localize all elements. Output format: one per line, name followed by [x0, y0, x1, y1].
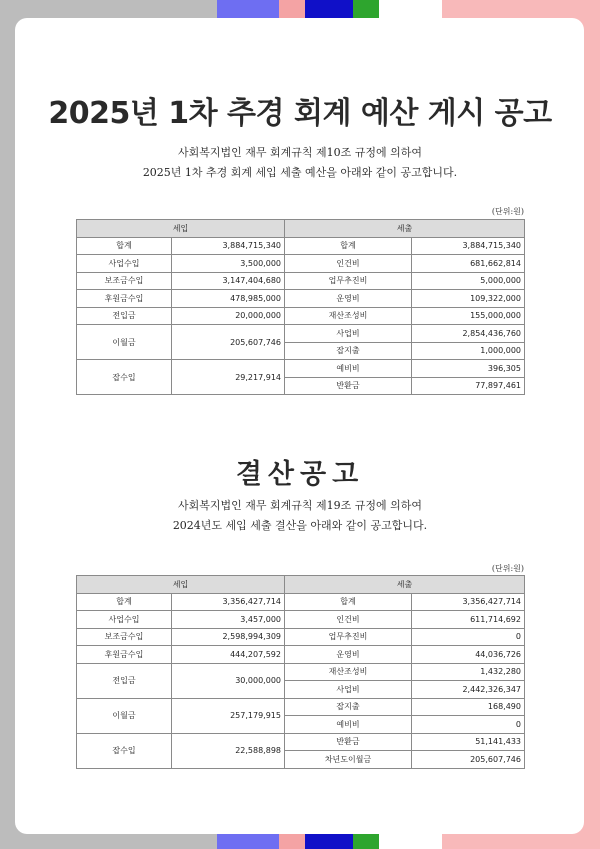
income-label: 전입금 [77, 663, 172, 698]
expense-value: 1,000,000 [412, 342, 525, 360]
expense-label: 인건비 [285, 611, 412, 629]
table-row [77, 698, 525, 716]
budget-desc-line2: 2025년 1차 추경 회계 세입 세출 예산을 아래와 같이 공고합니다. [142, 166, 458, 179]
income-label: 보조금수입 [77, 628, 172, 646]
expense-label: 재산조성비 [285, 307, 412, 325]
expense-value: 0 [412, 716, 525, 734]
income-value: 3,147,404,680 [172, 272, 285, 290]
expense-label: 운영비 [285, 646, 412, 664]
income-header: 세입 [77, 220, 285, 238]
income-value: 20,000,000 [172, 307, 285, 325]
table-header-row [77, 220, 525, 238]
expense-value: 44,036,726 [412, 646, 525, 664]
income-value: 3,500,000 [172, 255, 285, 273]
budget-title: 2025년 1차 추경 회계 예산 게시 공고 [48, 96, 552, 131]
expense-label: 업무추진비 [285, 272, 412, 290]
income-value: 3,356,427,714 [172, 593, 285, 611]
expense-value: 396,305 [412, 360, 525, 378]
settlement-description [0, 496, 600, 536]
income-label: 사업수입 [77, 611, 172, 629]
budget-table [76, 219, 525, 395]
income-value: 22,588,898 [172, 733, 285, 768]
income-label: 잡수입 [77, 360, 172, 395]
settlement-unit: (단위:원) [491, 564, 524, 573]
expense-label: 인건비 [285, 255, 412, 273]
table-row [77, 255, 525, 273]
expense-label: 운영비 [285, 290, 412, 308]
table-row [77, 663, 525, 681]
income-label: 합계 [77, 593, 172, 611]
income-label: 보조금수입 [77, 272, 172, 290]
expense-label: 사업비 [285, 325, 412, 343]
expense-header: 세출 [285, 220, 525, 238]
table-row [77, 628, 525, 646]
expense-value: 2,442,326,347 [412, 681, 525, 699]
top-stripe-green [353, 0, 379, 18]
budget-desc-line1: 사회복지법인 재무 회계규칙 제10조 규정에 의하여 [178, 146, 422, 159]
expense-label: 차년도이월금 [285, 751, 412, 769]
table-row [77, 290, 525, 308]
expense-label: 사업비 [285, 681, 412, 699]
expense-label: 잡지출 [285, 698, 412, 716]
settlement-desc-line1: 사회복지법인 재무 회계규칙 제19조 규정에 의하여 [178, 499, 422, 512]
expense-label: 예비비 [285, 716, 412, 734]
expense-value: 3,884,715,340 [412, 237, 525, 255]
expense-value: 168,490 [412, 698, 525, 716]
expense-value: 0 [412, 628, 525, 646]
income-value: 30,000,000 [172, 663, 285, 698]
expense-value: 2,854,436,760 [412, 325, 525, 343]
table-row [77, 325, 525, 343]
table-row [77, 272, 525, 290]
table-row [77, 646, 525, 664]
top-stripe-purple [217, 0, 279, 18]
expense-value: 3,356,427,714 [412, 593, 525, 611]
expense-label: 반환금 [285, 733, 412, 751]
expense-value: 109,322,000 [412, 290, 525, 308]
expense-value: 205,607,746 [412, 751, 525, 769]
table-row [77, 611, 525, 629]
income-label: 합계 [77, 237, 172, 255]
expense-header: 세출 [285, 576, 525, 594]
settlement-title: 결산공고 [235, 459, 365, 490]
budget-description [0, 143, 600, 183]
expense-label: 예비비 [285, 360, 412, 378]
settlement-table [76, 575, 525, 769]
expense-value: 77,897,461 [412, 377, 525, 395]
income-label: 사업수입 [77, 255, 172, 273]
top-stripe-blue [305, 0, 353, 18]
top-stripe-pink [279, 0, 305, 18]
expense-value: 611,714,692 [412, 611, 525, 629]
expense-label: 업무추진비 [285, 628, 412, 646]
income-label: 잡수입 [77, 733, 172, 768]
table-header-row [77, 576, 525, 594]
income-label: 이월금 [77, 698, 172, 733]
expense-label: 반환금 [285, 377, 412, 395]
table-row [77, 360, 525, 378]
expense-value: 681,662,814 [412, 255, 525, 273]
expense-value: 155,000,000 [412, 307, 525, 325]
income-label: 후원금수입 [77, 290, 172, 308]
income-value: 257,179,915 [172, 698, 285, 733]
income-value: 2,598,994,309 [172, 628, 285, 646]
table-row [77, 593, 525, 611]
expense-value: 5,000,000 [412, 272, 525, 290]
income-value: 478,985,000 [172, 290, 285, 308]
bottom-stripe-green [353, 834, 379, 849]
expense-label: 합계 [285, 593, 412, 611]
income-value: 205,607,746 [172, 325, 285, 360]
settlement-desc-line2: 2024년도 세입 세출 결산을 아래와 같이 공고합니다. [172, 519, 428, 532]
bottom-stripe-pink [279, 834, 305, 849]
expense-value: 1,432,280 [412, 663, 525, 681]
income-label: 이월금 [77, 325, 172, 360]
income-value: 444,207,592 [172, 646, 285, 664]
expense-label: 잡지출 [285, 342, 412, 360]
bottom-stripe-blue [305, 834, 353, 849]
bottom-stripe-purple [217, 834, 279, 849]
table-row [77, 237, 525, 255]
expense-label: 합계 [285, 237, 412, 255]
expense-value: 51,141,433 [412, 733, 525, 751]
table-row [77, 307, 525, 325]
table-row [77, 733, 525, 751]
income-value: 29,217,914 [172, 360, 285, 395]
income-label: 후원금수입 [77, 646, 172, 664]
budget-unit: (단위:원) [491, 207, 524, 216]
expense-label: 재산조성비 [285, 663, 412, 681]
income-value: 3,884,715,340 [172, 237, 285, 255]
income-header: 세입 [77, 576, 285, 594]
income-value: 3,457,000 [172, 611, 285, 629]
income-label: 전입금 [77, 307, 172, 325]
